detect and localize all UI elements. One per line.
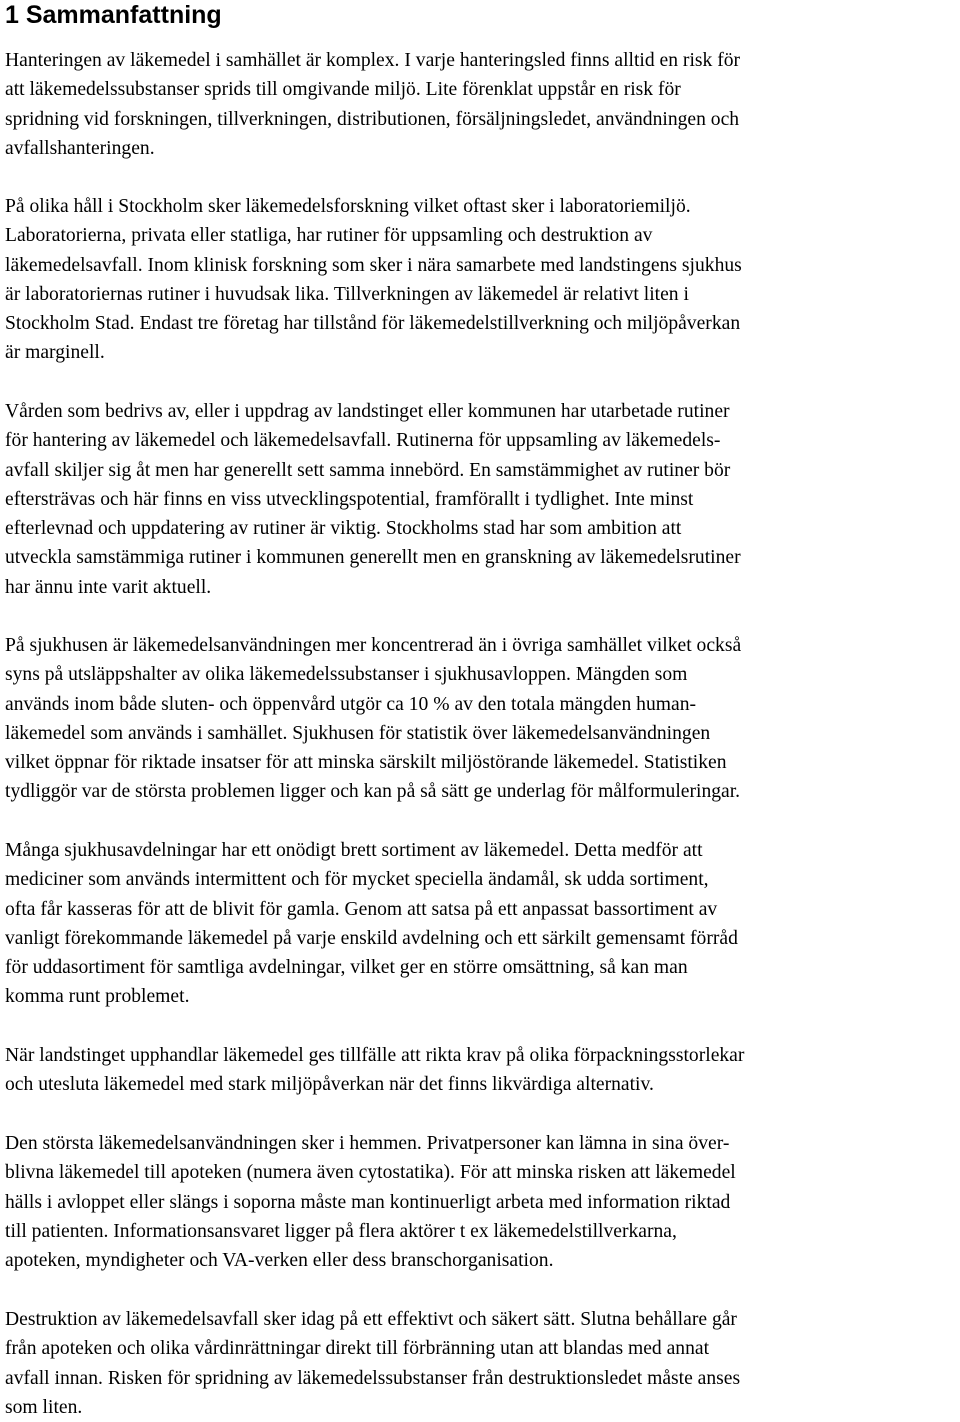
text-line: Många sjukhusavdelningar har ett onödigt brett sortiment av läkemedel. Detta medför att <box>5 840 703 861</box>
body-paragraph <box>5 1041 744 1100</box>
text-line: läkemedel som används i samhället. Sjukhusen för statistik över läkemedelsanvändningen <box>5 722 711 744</box>
text-line: från apoteken och olika vårdinrättningar direkt till förbränning utan att blandas med annat <box>5 1338 710 1360</box>
text-line: och utesluta läkemedel med stark miljöpåverkan när det finns likvärdiga alternativ. <box>5 1074 654 1096</box>
text-line: hälls i avloppet eller slängs i soporna måste man kontinuerligt arbeta med information riktad <box>5 1191 731 1213</box>
text-line: läkemedelsavfall. Inom klinisk forskning som sker i nära samarbete med landstingens sjukhus <box>5 254 742 276</box>
text-line: När landstinget upphandlar läkemedel ges tillfälle att rikta krav på olika förpackningsstorlekar <box>5 1045 745 1066</box>
text-line: komma runt problemet. <box>5 986 190 1008</box>
text-line: som liten. <box>5 1396 83 1418</box>
text-line: Laboratorierna, privata eller statliga, har rutiner för uppsamling och destruktion av <box>5 225 653 247</box>
text-line: avfallshanteringen. <box>5 137 155 159</box>
body-paragraph <box>5 1305 740 1422</box>
text-line: vanligt förekommande läkemedel på varje enskild avdelning och ett särkilt gemensamt förråd <box>5 927 738 949</box>
text-line: syns på utsläppshalter av olika läkemedelssubstanser i sjukhusavloppen. Mängden som <box>5 664 688 686</box>
text-line: för hantering av läkemedel och läkemedelsavfall. Rutinerna för uppsamling av läkemedels- <box>5 430 721 452</box>
text-line: På olika håll i Stockholm sker läkemedelsforskning vilket oftast sker i laboratoriemiljö. <box>5 196 691 217</box>
text-line: vilket öppnar för riktade insatser för att minska särskilt miljöstörande läkemedel. Statistiken <box>5 752 727 774</box>
text-line: På sjukhusen är läkemedelsanvändningen mer koncentrerad än i övriga samhället vilket också <box>5 635 742 656</box>
text-line: apoteken, myndigheter och VA-verken eller dess branschorganisation. <box>5 1250 554 1272</box>
text-line: till patienten. Informationsansvaret ligger på flera aktörer t ex läkemedelstillverkarna, <box>5 1220 677 1242</box>
text-line: avfall skiljer sig åt men har generellt sett samma innebörd. En samstämmighet av rutiner bör <box>5 459 731 481</box>
text-line: Stockholm Stad. Endast tre företag har tillstånd för läkemedelstillverkning och miljöpåverkan <box>5 313 741 335</box>
text-line: ofta får kasseras för att de blivit för gamla. Genom att satsa på ett anpassat bassortiment av <box>5 898 718 920</box>
body-paragraph <box>5 1129 736 1275</box>
body-paragraph <box>5 397 741 602</box>
text-line: mediciner som används intermittent och för mycket speciella ändamål, sk udda sortiment, <box>5 869 709 891</box>
body-paragraph <box>5 631 741 807</box>
page-title: 1 Sammanfattning <box>5 1 222 29</box>
text-line: avfall innan. Risken för spridning av läkemedelssubstanser från destruktionsledet måste anses <box>5 1367 741 1389</box>
text-line: efterlevnad och uppdatering av rutiner är viktig. Stockholms stad har som ambition att <box>5 518 682 540</box>
text-line: eftersträvas och här finns en viss utvecklingspotential, framförallt i tydlighet. Inte minst <box>5 488 694 510</box>
body-paragraph <box>5 46 740 163</box>
text-line: Den största läkemedelsanvändningen sker i hemmen. Privatpersoner kan lämna in sina över- <box>5 1133 730 1154</box>
text-line: är laboratoriernas rutiner i huvudsak lika. Tillverkningen av läkemedel är relativt liten i <box>5 283 689 305</box>
text-line: har ännu inte varit aktuell. <box>5 576 212 598</box>
text-line: Vården som bedrivs av, eller i uppdrag av landstinget eller kommunen har utarbetade rutiner <box>5 401 730 422</box>
body-paragraph <box>5 836 738 1012</box>
text-line: för uddasortiment för samtliga avdelningar, vilket ger en större omsättning, så kan man <box>5 957 688 979</box>
text-line: utveckla samstämmiga rutiner i kommunen generellt men en granskning av läkemedelsrutiner <box>5 547 741 569</box>
document-page <box>5 0 955 1418</box>
text-line: Destruktion av läkemedelsavfall sker idag på ett effektivt och säkert sätt. Slutna behållare går <box>5 1309 737 1330</box>
text-line: används inom både sluten- och öppenvård utgör ca 10 % av den totala mängden human- <box>5 693 697 715</box>
text-line: Hanteringen av läkemedel i samhället är komplex. I varje hanteringsled finns alltid en risk för <box>5 50 741 71</box>
text-line: att läkemedelssubstanser sprids till omgivande miljö. Lite förenklat uppstår en risk för <box>5 79 681 101</box>
text-line: blivna läkemedel till apoteken (numera även cytostatika). För att minska risken att läkemedel <box>5 1162 736 1184</box>
text-line: är marginell. <box>5 342 105 364</box>
text-line: spridning vid forskningen, tillverkningen, distributionen, försäljningsledet, användningen och <box>5 108 740 130</box>
body-paragraph <box>5 192 742 368</box>
text-line: tydliggör var de största problemen ligger och kan på så sätt ge underlag för målformuleringar. <box>5 781 741 803</box>
